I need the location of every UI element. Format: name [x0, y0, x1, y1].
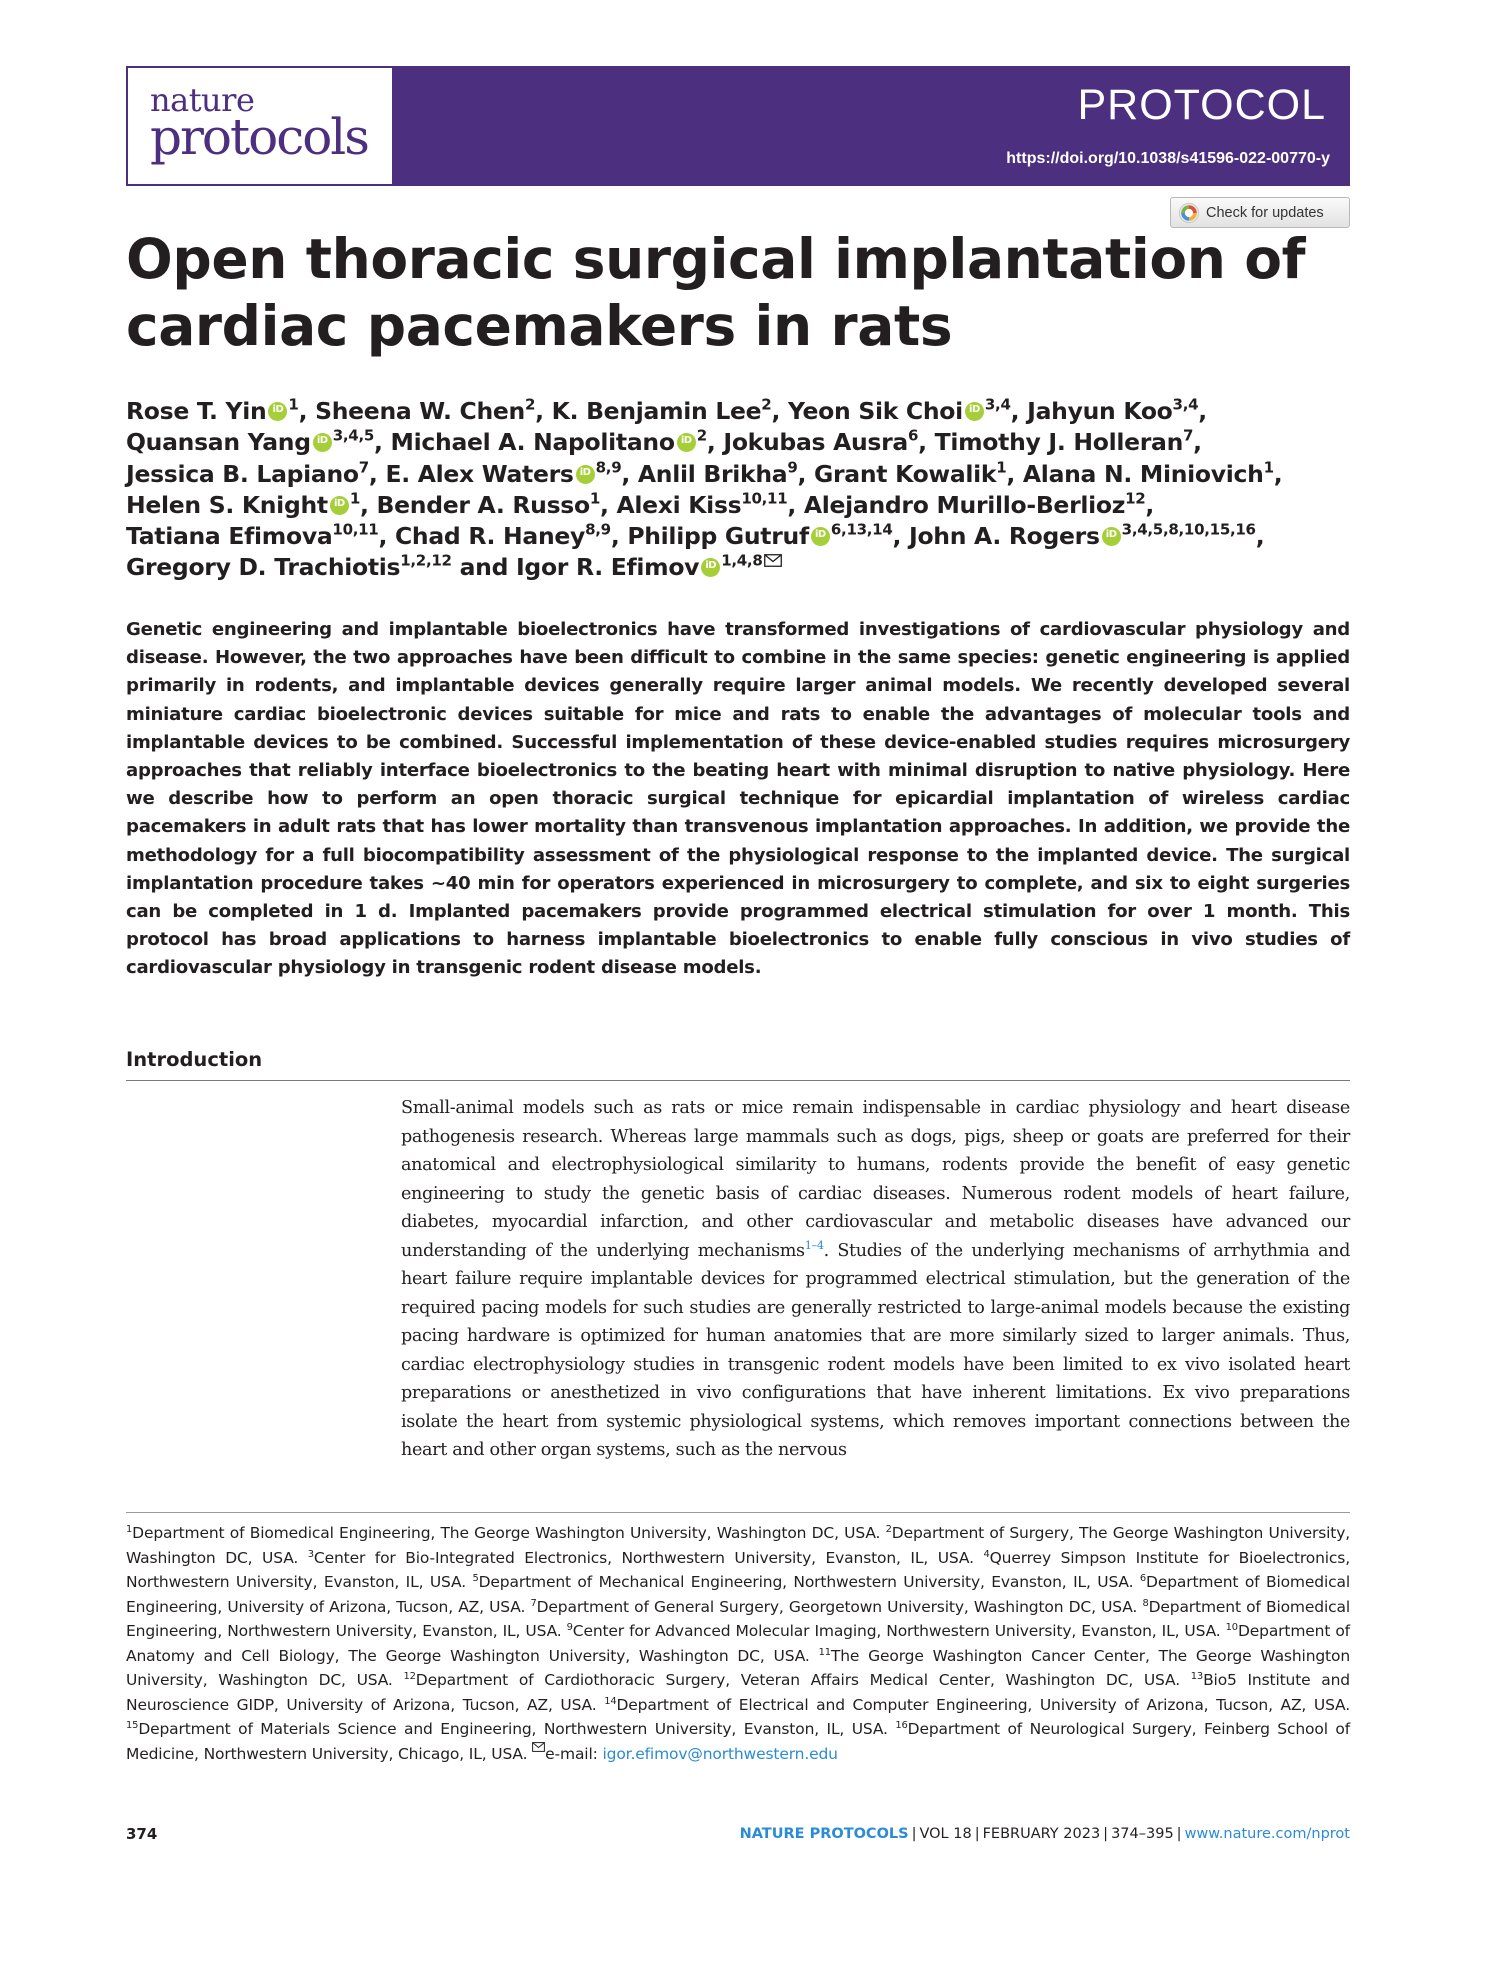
check-for-updates-button[interactable] [1170, 197, 1350, 228]
affiliations-rule [126, 1512, 1350, 1513]
author-affil: 8,9 [595, 458, 622, 477]
author-name: Michael A. Napolitano [390, 428, 675, 457]
orcid-icon[interactable] [313, 433, 332, 452]
author-affil: 6 [907, 426, 919, 445]
orcid-icon[interactable] [677, 433, 696, 452]
author-name: Alexi Kiss [616, 490, 742, 519]
intro-text-part: . Studies of the underlying mechanisms of arrhythmia and heart failure require implantable devices for programmed electrical stimulation, but the generation of the required pacing models for such studies are generally restricted to large-animal models because the existing pacing hardware is optimized for human anatomies that are more similarly sized to larger animals. Thus, cardiac electrophysiology studies in transgenic rodent models have been limited to ex vivo isolated heart preparations or anesthetized in vivo configurations that have inherent limitations. Ex vivo preparations isolate the heart from systemic physiological systems, which removes important connections between the heart and other organ systems, such as the nervous [401, 1240, 1350, 1460]
email-link[interactable]: igor.efimov@northwestern.edu [602, 1744, 838, 1763]
affil-text: Department of Biomedical Engineering, The George Washington University, Washington DC, USA. [132, 1524, 886, 1542]
affil-text: Department of Neurological Surgery, Feinberg School of Medicine, Northwestern University, Chicago, IL, USA. [126, 1720, 1351, 1763]
author-affil: 9 [787, 458, 798, 477]
affil-num: 9 [566, 1621, 573, 1633]
author-affil: 3,4 [984, 395, 1011, 414]
author-name: Jokubas Ausra [723, 428, 908, 457]
footer-pages: 374–395 [1111, 1826, 1174, 1842]
author-name: E. Alex Waters [385, 459, 574, 488]
footer-date: FEBRUARY 2023 [982, 1826, 1101, 1842]
author-name: Philipp Gutruf [627, 522, 809, 551]
author-affil: 1 [288, 395, 299, 414]
orcid-icon[interactable] [701, 558, 720, 577]
author-affil: 7 [1183, 426, 1194, 445]
affil-text: Bio5 Institute and Neuroscience GIDP, University of Arizona, Tucson, AZ, USA. [126, 1671, 1350, 1714]
affil-text: Department of Anatomy and Cell Biology, The George Washington University, Washington DC, USA. [126, 1622, 1350, 1665]
email-icon[interactable] [764, 554, 782, 567]
author-name: Quansan Yang [126, 428, 311, 457]
orcid-icon[interactable] [811, 527, 830, 546]
author-affil: 1 [349, 489, 360, 508]
check-for-updates-label: Check for updates [1206, 204, 1324, 221]
author-affil: 1 [1263, 458, 1274, 477]
header-banner [394, 66, 1350, 186]
affiliations [126, 1521, 1350, 1766]
author-affil: 12 [1125, 489, 1146, 508]
author-affil: 7 [358, 458, 369, 477]
affil-num: 13 [1190, 1670, 1204, 1682]
orcid-icon[interactable] [268, 402, 287, 421]
author-name: Gregory D. Trachiotis [126, 553, 401, 582]
author-name: Sheena W. Chen [315, 397, 525, 425]
doi-link[interactable]: https://doi.org/10.1038/s41596-022-00770-y [1006, 150, 1330, 167]
author-affil: 3,4,5 [332, 426, 375, 445]
affil-text: The George Washington Cancer Center, The George Washington University, Washington DC, USA. [126, 1646, 1350, 1689]
author-affil: 2 [696, 426, 707, 445]
orcid-icon[interactable] [965, 402, 984, 421]
affil-text: Department of General Surgery, Georgetown University, Washington DC, USA. [536, 1597, 1143, 1616]
affil-text: Department of Biomedical Engineering, Northwestern University, Evanston, IL, USA. [126, 1597, 1350, 1640]
author-name: K. Benjamin Lee [551, 397, 762, 425]
author-list: Rose T. YiniD $^1$, Sheena W. Chen$^2$, K. Benjamin Lee$^2$, Yeon Sik ChoiiD $^{3,4}$, Jahyun Koo$^{3,4}$, Quansan YangiD $^{3,4,5}$, Michael A. NapolitanoiD $^2$, Jokubas Ausra$^6$, Timothy J. Holleran$^7$, Jessica B. Lapiano$^7$, E. Alex WatersiD $^{8,9}$, Anlil Brikha$^9$, Grant Kowalik$^1$, Alana N. Miniovich$^1$, Helen S. KnightiD $^1$, Bender A. Russo$^1$, Alexi Kiss$^{10,11}$, Alejandro Murillo-Berlioz$^{12}$, Tatiana Efimova$^{10,11}$, Chad R. Haney$^{8,9}$, Philipp GutrufiD $^{6,13,14}$, John A. RogersiD $^{3,4,5,8,10,15,16}$, Gregory D. Trachiotis$^{1,2,12}$ and Igor R. EfimoviD $^{1,4,8}$ [126, 396, 1356, 584]
affil-num: 1 [126, 1523, 133, 1535]
affil-text: Department of Mechanical Engineering, Northwestern University, Evanston, IL, USA. [478, 1573, 1140, 1591]
affil-text: Department of Biomedical Engineering, University of Arizona, Tucson, AZ, USA. [126, 1573, 1350, 1616]
author-name: Tatiana Efimova [126, 522, 333, 551]
affil-text: Department of Electrical and Computer Engineering, University of Arizona, Tucson, AZ, USA. [616, 1695, 1351, 1714]
intro-text-part: Small-animal models such as rats or mice remain indispensable in cardiac physiology and heart disease pathogenesis research. Whereas large mammals such as dogs, pigs, sheep or goats are preferred for their anatomical and electrophysiological similarity to humans, rodents provide the benefit of easy genetic engineering to study the genetic basis of cardiac diseases. Numerous rodent models of heart failure, diabetes, myocardial infarction, and other cardiovascular and metabolic diseases have advanced our understanding of the underlying mechanisms [401, 1098, 1350, 1261]
section-rule [126, 1080, 1350, 1081]
article-type: PROTOCOL [1077, 81, 1326, 129]
affil-num: 16 [895, 1719, 908, 1731]
author-affil: 1,4,8 [721, 552, 763, 571]
article-title: Open thoracic surgical implantation of cardiac pacemakers in rats [126, 227, 1306, 358]
affil-num: 2 [885, 1523, 892, 1535]
author-name: Igor R. Efimov [515, 553, 700, 582]
affil-num: 10 [1225, 1621, 1238, 1633]
author-name: Jahyun Koo [1027, 397, 1173, 425]
author-affil: 3,4 [1172, 395, 1199, 414]
author-name: Alana N. Miniovich [1022, 459, 1264, 488]
author-name: Alejandro Murillo-Berlioz [803, 490, 1126, 519]
email-icon [532, 1744, 545, 1755]
author-name: Timothy J. Holleran [934, 428, 1183, 457]
author-name: Anlil Brikha [637, 459, 788, 488]
section-heading: Introduction [126, 1048, 263, 1071]
author-name: Rose T. Yin [126, 397, 267, 425]
footer-url[interactable]: www.nature.com/nprot [1184, 1826, 1350, 1842]
introduction-text [401, 1094, 1350, 1465]
author-affil: 10,11 [332, 520, 379, 539]
affil-num: 4 [983, 1548, 990, 1560]
author-name: John A. Rogers [909, 522, 1100, 551]
affil-num: 6 [1139, 1572, 1147, 1584]
author-name: Helen S. Knight [126, 490, 328, 519]
journal-logo [126, 66, 394, 186]
author-affil: 2 [524, 395, 536, 414]
author-affil: 1 [996, 458, 1007, 477]
affil-num: 15 [126, 1719, 139, 1731]
affil-num: 11 [818, 1646, 831, 1658]
affil-num: 5 [472, 1572, 479, 1584]
affil-num: 8 [1142, 1597, 1149, 1609]
affil-text: Querrey Simpson Institute for Bioelectronics, Northwestern University, Evanston, IL, USA. [126, 1548, 1350, 1591]
abstract: Genetic engineering and implantable bioelectronics have transformed investigations of cardiovascular physiology and disease. However, the two approaches have been difficult to combine in the same species: genetic engineering is applied primarily in rodents, and implantable devices generally require larger animal models. We recently developed several miniature cardiac bioelectronic devices suitable for mice and rats to enable the advantages of molecular tools and implantable devices to be combined. Successful implementation of these device-enabled studies requires microsurgery approaches that reliably interface bioelectronics to the beating heart with minimal disruption to native physiology. Here we describe how to perform an open thoracic surgical technique for epicardial implantation of wireless cardiac pacemakers in adult rats that has lower mortality than transvenous implantation approaches. In addition, we provide the methodology for a full biocompatibility assessment of the physiological response to the implanted device. The surgical implantation procedure takes ~40 min for operators experienced in microsurgery to complete, and six to eight surgeries can be completed in 1 d. Implanted pacemakers provide programmed electrical stimulation for over 1 month. This protocol has broad applications to harness implantable bioelectronics to enable fully conscious in vivo studies of cardiovascular physiology in transgenic rodent disease models. [126, 619, 1350, 979]
author-name: Jessica B. Lapiano [126, 459, 359, 488]
author-affil: 1 [589, 489, 600, 508]
affil-text: Center for Bio-Integrated Electronics, Northwestern University, Evanston, IL, USA. [313, 1548, 984, 1567]
page-number: 374 [126, 1825, 158, 1843]
logo-nature-text: nature [150, 81, 255, 119]
affil-num: 14 [604, 1695, 617, 1707]
author-affil: 10,11 [741, 489, 788, 508]
crossmark-icon [1178, 202, 1200, 224]
email-label: e-mail: [545, 1744, 603, 1763]
author-affil: 6,13,14 [830, 520, 893, 539]
affil-num: 3 [307, 1548, 314, 1560]
orcid-icon[interactable] [1102, 527, 1121, 546]
author-affil: 1,2,12 [400, 552, 452, 571]
footer-citation: NATURE PROTOCOLS | VOL 18 | FEBRUARY 2023 | 374–395 | www.nature.com/nprot [739, 1826, 1350, 1842]
footer-volume: VOL 18 [919, 1826, 972, 1842]
author-name: Chad R. Haney [394, 522, 586, 551]
affil-num: 12 [403, 1670, 416, 1682]
author-name: Yeon Sik Choi [787, 397, 963, 425]
orcid-icon[interactable] [576, 465, 595, 484]
affil-text: Department of Surgery, The George Washington University, Washington DC, USA. [126, 1524, 1351, 1567]
affil-text: Department of Materials Science and Engineering, Northwestern University, Evanston, IL, USA. [138, 1720, 896, 1738]
logo-protocols-text: protocols [150, 108, 368, 166]
reference-link[interactable]: 1–4 [804, 1238, 824, 1252]
affil-num: 7 [530, 1597, 537, 1609]
author-affil: 2 [761, 395, 772, 414]
author-name: Grant Kowalik [814, 459, 997, 488]
author-affil: 3,4,5,8,10,15,16 [1121, 520, 1256, 539]
author-name: Bender A. Russo [376, 490, 590, 519]
orcid-icon[interactable] [330, 496, 349, 515]
footer-journal: NATURE PROTOCOLS [739, 1826, 909, 1842]
affil-text: Department of Cardiothoracic Surgery, Veteran Affairs Medical Center, Washington DC, USA. [415, 1671, 1191, 1689]
affil-text: Center for Advanced Molecular Imaging, Northwestern University, Evanston, IL, USA. [572, 1622, 1226, 1640]
author-affil: 8,9 [585, 520, 611, 539]
